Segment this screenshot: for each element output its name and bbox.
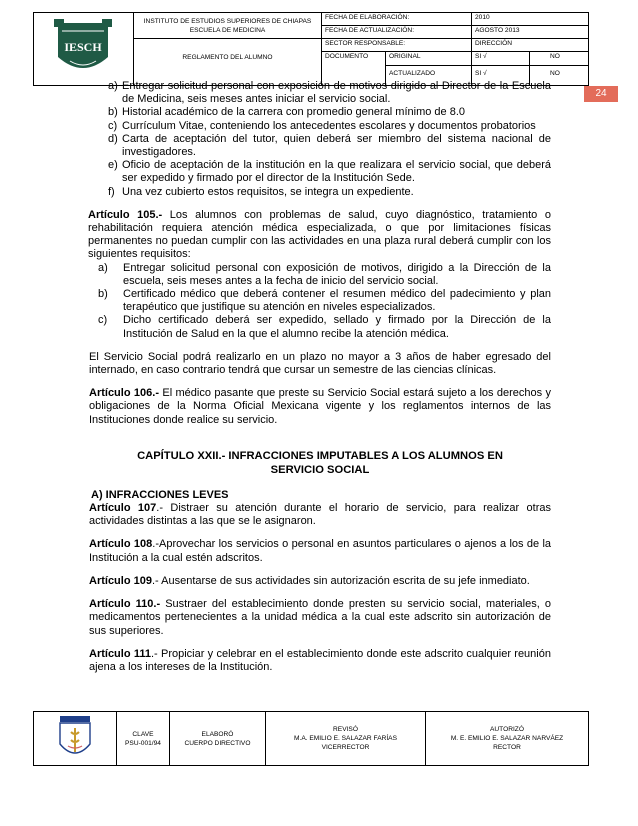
original-label: ORIGINAL (386, 52, 472, 66)
article-107-text: .- Distraer su atención durante el horario de servicio, para realizar otras actividades distintas a las que se le asignaron. (89, 502, 551, 528)
sector-label: SECTOR RESPONSABLE: (322, 39, 472, 52)
elaboro-value: CUERPO DIRECTIVO (184, 739, 251, 747)
original-si: SI √ (472, 52, 530, 66)
article-107-label: Artículo 107 (89, 502, 157, 515)
list-item: e) Oficio de aceptación de la institución en la que realizara el servicio social, que deberá ser expedido y firmado por el director de la Institución Sede. (108, 159, 551, 185)
fecha-actualizacion-value: AGOSTO 2013 (472, 26, 588, 39)
crest-icon (56, 716, 94, 762)
list-item: c) Currículum Vitae, conteniendo los antecedentes escolares y documentos probatorios (108, 119, 536, 132)
article-106-paragraph (89, 387, 551, 427)
autorizo-name: M. E. EMILIO E. SALAZAR NARVÁEZ (450, 735, 564, 742)
institution-title-cell (134, 13, 322, 39)
document-title-cell (134, 39, 322, 85)
actualizado-si: SI √ (472, 66, 530, 85)
fecha-elaboracion-value: 2010 (472, 13, 588, 26)
reviso-name: M.A. EMILIO E. SALAZAR FARÍAS (294, 735, 397, 742)
clave-value: PSU-001/94 (125, 739, 161, 747)
autorizo-role: RECTOR (493, 744, 521, 751)
requirements-list-2 (89, 262, 551, 341)
autorizo-label: AUTORIZÓ (490, 726, 524, 733)
reviso-label: REVISÓ (333, 726, 358, 733)
clave-label: CLAVE (132, 730, 154, 738)
document-body (89, 80, 551, 674)
servicio-social-paragraph: El Servicio Social podrá realizarlo en un plazo no mayor a 3 años de haber egresado del internado, en caso contrario tendrá que cursar un semestre de las ciencias clínicas. (89, 350, 551, 377)
article-107-paragraph (89, 502, 551, 528)
section-heading: A) INFRACCIONES LEVES (91, 488, 229, 501)
autorizo-cell (426, 712, 588, 765)
actualizado-no: NO (550, 70, 560, 77)
actualizado-label: ACTUALIZADO (386, 66, 472, 85)
list-item: b) Certificado médico que deberá contener el resumen médico del padecimiento y plan terapéutico que justifique su atención en niveles especializados. (98, 288, 551, 314)
fecha-actualizacion-label: FECHA DE ACTUALIZACIÓN: (322, 26, 472, 39)
article-109-text: .- Ausentarse de sus actividades sin autorización escrita de su jefe inmediato. (151, 574, 530, 587)
document-header (33, 12, 589, 86)
article-108-text: .-Aprovechar los servicios o personal en asuntos particulares o ajenos a los de la Institución a la cual estén adscritos. (89, 538, 551, 564)
documento-label: DOCUMENTO (322, 52, 386, 85)
clave-cell (117, 712, 170, 765)
article-105-paragraph (88, 209, 551, 262)
crest-cell (34, 712, 117, 765)
iesch-logo (50, 17, 116, 81)
article-108-paragraph (89, 538, 551, 564)
article-106-text: El médico pasante que preste su Servicio Social estará sujeto a los derechos y obligaciones de la Norma Oficial Mexicana vigente y los reglamentos internos de las Instituciones donde realice su servicio. (89, 387, 551, 426)
page-number: 24 (584, 86, 618, 102)
article-110-label: Artículo 110.- (89, 598, 161, 611)
list-item: a) Entregar solicitud personal con exposición de motivos dirigido al Director de la Escuela de Medicina, seis meses antes iniciar el servicio social. (108, 80, 551, 106)
article-109-label: Artículo 109 (89, 574, 152, 587)
sector-value: DIRECCIÓN (472, 39, 588, 52)
list-item: c) Dicho certificado deberá ser expedido, sellado y firmado por la Dirección de la Institución de Salud en la que el alumno recibe la atención médica. (98, 314, 551, 340)
article-105-text: Los alumnos con problemas de salud, cuyo diagnóstico, tratamiento o rehabilitación requiera atención médica especializada, o que por limitaciones físicas permanentes no puedan cumplir con las actividades en una plaza rural deberá cumplir con los siguientes requisitos: (88, 208, 551, 261)
chapter-title: CAPÍTULO XXII.- INFRACCIONES IMPUTABLES A LOS ALUMNOS EN SERVICIO SOCIAL (137, 449, 503, 476)
article-111-text: .- Propiciar y celebrar en el establecimiento donde este adscrito cualquier reunión ajena a los intereses de la Institución. (89, 647, 551, 673)
logo-cell (34, 13, 134, 85)
logo-text: IESCH (64, 40, 102, 54)
article-108-label: Artículo 108 (89, 538, 153, 551)
elaboro-label: ELABORÓ (201, 730, 234, 738)
list-item: a) Entregar solicitud personal con exposición de motivos, dirigido a la Dirección de la escuela, seis meses antes a la fecha de inicio del servicio social. (98, 261, 551, 287)
list-item: f) Una vez cubierto estos requisitos, se integra un expediente. (108, 185, 414, 198)
article-109-paragraph (89, 575, 551, 588)
fecha-elaboracion-label: FECHA DE ELABORACIÓN: (322, 13, 472, 26)
original-no: NO (530, 52, 588, 66)
reviso-role: VICERRECTOR (321, 744, 370, 751)
elaboro-cell (170, 712, 266, 765)
article-110-paragraph (89, 598, 551, 638)
reviso-cell (266, 712, 426, 765)
list-item: b) Historial académico de la carrera con promedio general mínimo de 8.0 (108, 106, 466, 119)
article-105-label: Artículo 105.- (88, 208, 163, 221)
article-111-paragraph (89, 648, 551, 674)
institution-name: INSTITUTO DE ESTUDIOS SUPERIORES DE CHIAPAS (143, 18, 312, 25)
document-footer (33, 711, 589, 766)
school-name: ESCUELA DE MEDICINA (189, 27, 266, 34)
requirements-list-1 (89, 80, 551, 199)
document-title: REGLAMENTO DEL ALUMNO (182, 54, 273, 61)
list-item: d) Carta de aceptación del tutor, quien deberá ser miembro del sistema nacional de investigadores. (108, 132, 551, 159)
article-110-text: Sustraer del establecimiento donde presten su servicio social, materiales, o medicamentos pertenecientes a la unidad médica a la cual este adscrito sin autorización de sus superiores. (89, 598, 551, 637)
article-106-label: Artículo 106.- (89, 387, 159, 400)
article-111-label: Artículo 111 (89, 647, 151, 660)
